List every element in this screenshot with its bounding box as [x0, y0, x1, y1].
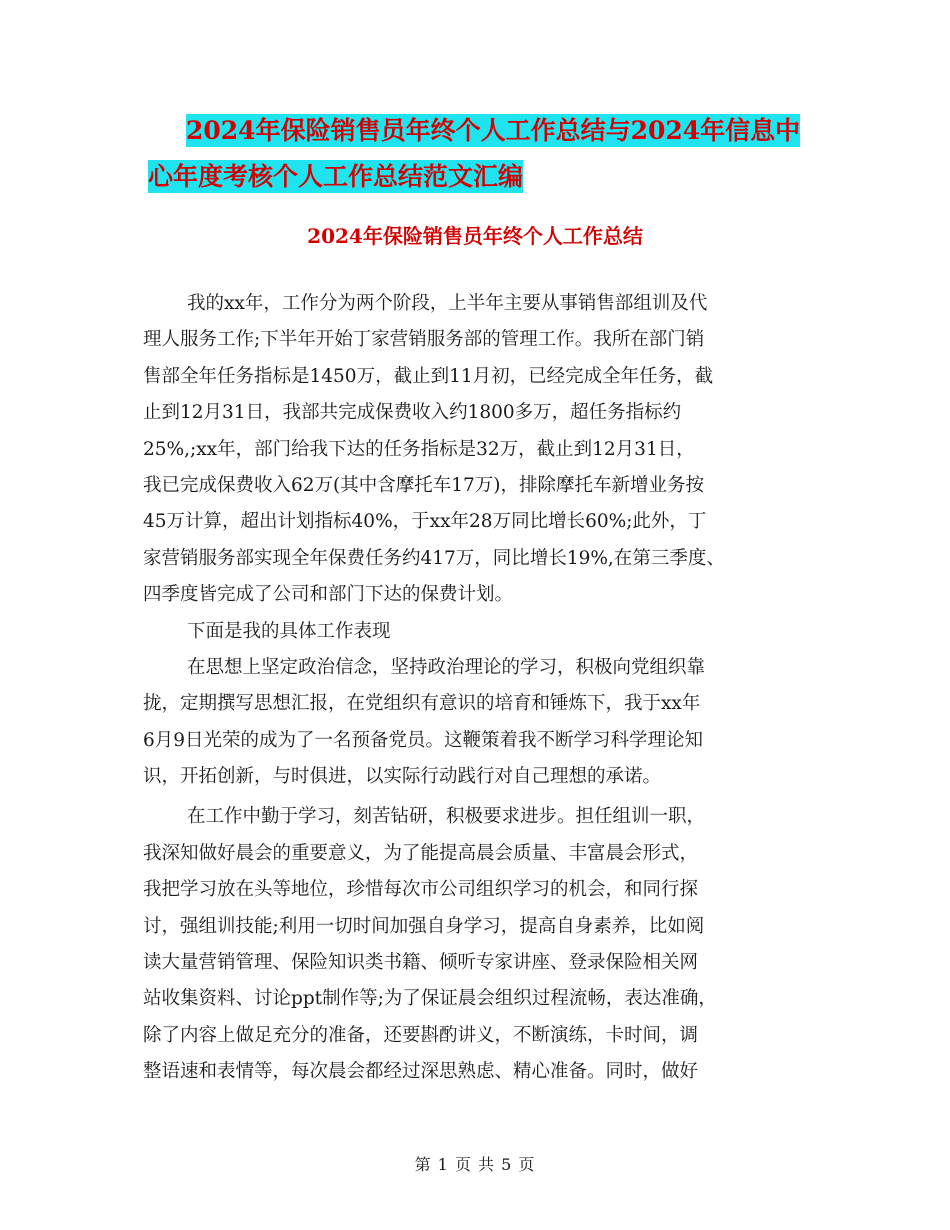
paragraph-line: 识，开拓创新，与时俱进，以实际行动践行对自己理想的承诺。: [143, 766, 662, 788]
paragraph-line: 家营销服务部实现全年保费任务约417万，同比增长19%,在第三季度、: [143, 547, 725, 569]
paragraph-line: 售部全年任务指标是1450万，截止到11月初，已经完成全年任务，截: [143, 365, 714, 387]
paragraph-line: 25%,;xx年，部门给我下达的任务指标是32万，截止到12月31日，: [143, 438, 695, 460]
section-title: 2024年保险销售员年终个人工作总结: [307, 224, 643, 248]
paragraph-line: 我已完成保费收入62万(其中含摩托车17万)，排除摩托车新增业务按: [143, 474, 705, 496]
page-footer: 第 1 页 共 5 页: [414, 1155, 536, 1174]
paragraph-line: 除了内容上做足充分的准备，还要斟酌讲义，不断演练，卡时间，调: [143, 1024, 699, 1046]
title-line-1: 2024年保险销售员年终个人工作总结与2024年信息中: [186, 116, 801, 145]
paragraph-line: 止到12月31日，我部共完成保费收入约1800多万，超任务指标约: [143, 402, 682, 424]
paragraph-line: 站收集资料、讨论ppt制作等;为了保证晨会组织过程流畅，表达准确，: [143, 988, 717, 1010]
paragraph-line: 理人服务工作;下半年开始丁家营销服务部的管理工作。我所在部门销: [143, 329, 705, 351]
paragraph-line: 我把学习放在头等地位，珍惜每次市公司组织学习的机会，和同行探: [143, 879, 699, 901]
title-line-2: 心年度考核个人工作总结范文汇编: [148, 162, 524, 191]
paragraph-line: 下面是我的具体工作表现: [187, 620, 391, 642]
document-title: [148, 108, 816, 200]
paragraph-line: 读大量营销管理、保险知识类书籍、倾听专家讲座、登录保险相关网: [143, 952, 699, 974]
paragraph-line: 讨，强组训技能;利用一切时间加强自身学习，提高自身素养，比如阅: [143, 915, 705, 937]
paragraph-line: 我深知做好晨会的重要意义，为了能提高晨会质量、丰富晨会形式，: [143, 842, 699, 864]
paragraph-line: 6月9日光荣的成为了一名预备党员。这鞭策着我不断学习科学理论知: [143, 729, 704, 751]
paragraph-line: 在工作中勤于学习，刻苦钻研，积极要求进步。担任组训一职，: [187, 806, 706, 828]
paragraph-line: 我的xx年，工作分为两个阶段，上半年主要从事销售部组训及代: [187, 293, 708, 314]
paragraph-line: 四季度皆完成了公司和部门下达的保费计划。: [143, 584, 514, 606]
paragraph-line: 在思想上坚定政治信念，坚持政治理论的学习，积极向党组织靠: [187, 656, 706, 678]
paragraph-line: 45万计算，超出计划指标40%，于xx年28万同比增长60%;此外，丁: [143, 511, 707, 533]
body-text: [143, 286, 813, 1091]
paragraph-line: 拢，定期撰写思想汇报，在党组织有意识的培育和锤炼下，我于xx年: [143, 693, 701, 715]
paragraph-line: 整语速和表情等，每次晨会都经过深思熟虑、精心准备。同时，做好: [143, 1061, 699, 1083]
